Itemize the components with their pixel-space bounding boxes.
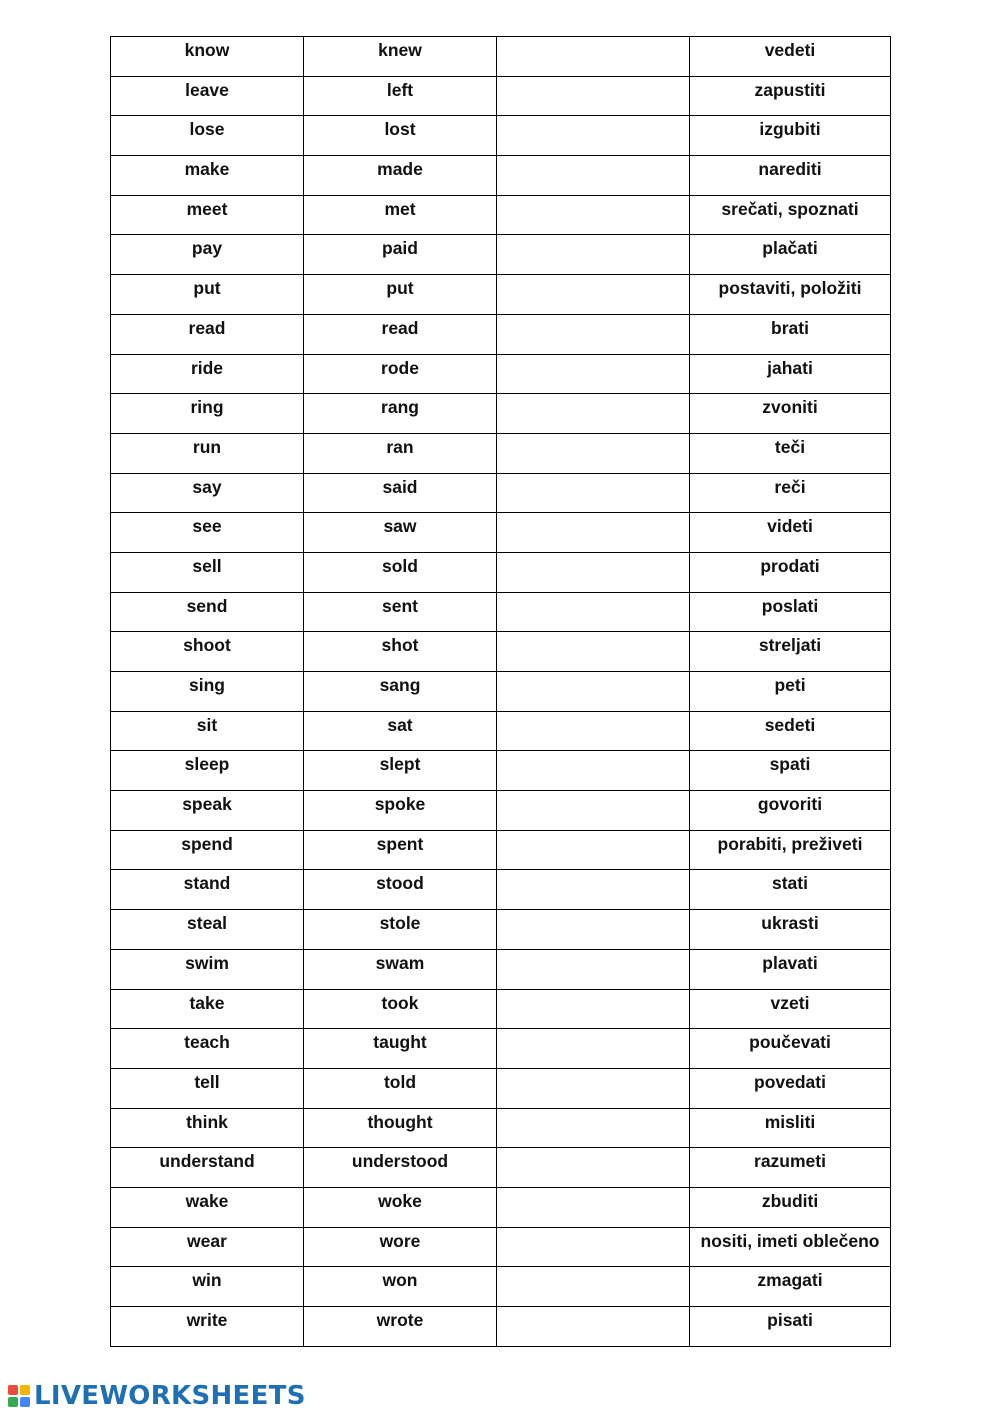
translation-cell: srečati, spoznati xyxy=(690,195,891,235)
past-simple-cell: shot xyxy=(304,632,497,672)
table-row xyxy=(111,195,891,235)
infinitive-cell: sell xyxy=(111,552,304,592)
table-row xyxy=(111,354,891,394)
answer-blank-cell[interactable] xyxy=(497,552,690,592)
table-row xyxy=(111,433,891,473)
answer-blank-cell[interactable] xyxy=(497,1267,690,1307)
translation-cell: vzeti xyxy=(690,989,891,1029)
past-simple-cell: sang xyxy=(304,672,497,712)
translation-cell: poučevati xyxy=(690,1029,891,1069)
past-simple-cell: knew xyxy=(304,37,497,77)
table-row xyxy=(111,949,891,989)
table-row xyxy=(111,275,891,315)
past-simple-cell: met xyxy=(304,195,497,235)
logo-tile xyxy=(8,1397,18,1407)
infinitive-cell: stand xyxy=(111,870,304,910)
infinitive-cell: think xyxy=(111,1108,304,1148)
translation-cell: ukrasti xyxy=(690,910,891,950)
past-simple-cell: left xyxy=(304,76,497,116)
answer-blank-cell[interactable] xyxy=(497,433,690,473)
translation-cell: govoriti xyxy=(690,791,891,831)
answer-blank-cell[interactable] xyxy=(497,473,690,513)
past-simple-cell: wrote xyxy=(304,1307,497,1347)
table-row xyxy=(111,830,891,870)
translation-cell: pisati xyxy=(690,1307,891,1347)
past-simple-cell: won xyxy=(304,1267,497,1307)
infinitive-cell: send xyxy=(111,592,304,632)
translation-cell: prodati xyxy=(690,552,891,592)
past-simple-cell: said xyxy=(304,473,497,513)
past-simple-cell: rang xyxy=(304,394,497,434)
verb-table xyxy=(110,36,891,1347)
translation-cell: povedati xyxy=(690,1068,891,1108)
answer-blank-cell[interactable] xyxy=(497,592,690,632)
translation-cell: plačati xyxy=(690,235,891,275)
infinitive-cell: swim xyxy=(111,949,304,989)
table-row xyxy=(111,711,891,751)
answer-blank-cell[interactable] xyxy=(497,394,690,434)
past-simple-cell: sold xyxy=(304,552,497,592)
table-row xyxy=(111,235,891,275)
table-row xyxy=(111,870,891,910)
infinitive-cell: lose xyxy=(111,116,304,156)
table-row xyxy=(111,394,891,434)
translation-cell: vedeti xyxy=(690,37,891,77)
table-row xyxy=(111,989,891,1029)
past-simple-cell: stole xyxy=(304,910,497,950)
translation-cell: porabiti, preživeti xyxy=(690,830,891,870)
table-row xyxy=(111,632,891,672)
past-simple-cell: understood xyxy=(304,1148,497,1188)
table-row xyxy=(111,1029,891,1069)
verb-table-body xyxy=(111,37,891,1347)
infinitive-cell: steal xyxy=(111,910,304,950)
table-row xyxy=(111,552,891,592)
table-row xyxy=(111,1187,891,1227)
table-row xyxy=(111,1148,891,1188)
past-simple-cell: thought xyxy=(304,1108,497,1148)
infinitive-cell: shoot xyxy=(111,632,304,672)
past-simple-cell: made xyxy=(304,156,497,196)
table-row xyxy=(111,156,891,196)
past-simple-cell: read xyxy=(304,314,497,354)
answer-blank-cell[interactable] xyxy=(497,949,690,989)
answer-blank-cell[interactable] xyxy=(497,37,690,77)
past-simple-cell: taught xyxy=(304,1029,497,1069)
infinitive-cell: teach xyxy=(111,1029,304,1069)
table-row xyxy=(111,751,891,791)
table-row xyxy=(111,1227,891,1267)
table-row xyxy=(111,1307,891,1347)
liveworksheets-logo-icon xyxy=(8,1385,30,1407)
infinitive-cell: ring xyxy=(111,394,304,434)
translation-cell: teči xyxy=(690,433,891,473)
table-row xyxy=(111,1267,891,1307)
translation-cell: izgubiti xyxy=(690,116,891,156)
infinitive-cell: say xyxy=(111,473,304,513)
past-simple-cell: lost xyxy=(304,116,497,156)
translation-cell: spati xyxy=(690,751,891,791)
infinitive-cell: know xyxy=(111,37,304,77)
infinitive-cell: see xyxy=(111,513,304,553)
table-row xyxy=(111,672,891,712)
infinitive-cell: read xyxy=(111,314,304,354)
past-simple-cell: spent xyxy=(304,830,497,870)
translation-cell: poslati xyxy=(690,592,891,632)
translation-cell: narediti xyxy=(690,156,891,196)
infinitive-cell: make xyxy=(111,156,304,196)
answer-blank-cell[interactable] xyxy=(497,513,690,553)
infinitive-cell: spend xyxy=(111,830,304,870)
answer-blank-cell[interactable] xyxy=(497,1307,690,1347)
translation-cell: razumeti xyxy=(690,1148,891,1188)
answer-blank-cell[interactable] xyxy=(497,1187,690,1227)
answer-blank-cell[interactable] xyxy=(497,1029,690,1069)
liveworksheets-logo xyxy=(8,1380,306,1412)
translation-cell: postaviti, položiti xyxy=(690,275,891,315)
answer-blank-cell[interactable] xyxy=(497,1227,690,1267)
answer-blank-cell[interactable] xyxy=(497,1108,690,1148)
logo-text: LIVEWORKSHEETS xyxy=(34,1381,306,1411)
infinitive-cell: take xyxy=(111,989,304,1029)
past-simple-cell: rode xyxy=(304,354,497,394)
translation-cell: peti xyxy=(690,672,891,712)
translation-cell: zapustiti xyxy=(690,76,891,116)
past-simple-cell: slept xyxy=(304,751,497,791)
answer-blank-cell[interactable] xyxy=(497,235,690,275)
table-row xyxy=(111,37,891,77)
translation-cell: plavati xyxy=(690,949,891,989)
table-row xyxy=(111,76,891,116)
infinitive-cell: put xyxy=(111,275,304,315)
table-row xyxy=(111,314,891,354)
answer-blank-cell[interactable] xyxy=(497,870,690,910)
translation-cell: jahati xyxy=(690,354,891,394)
table-row xyxy=(111,910,891,950)
past-simple-cell: ran xyxy=(304,433,497,473)
infinitive-cell: leave xyxy=(111,76,304,116)
infinitive-cell: sing xyxy=(111,672,304,712)
infinitive-cell: understand xyxy=(111,1148,304,1188)
answer-blank-cell[interactable] xyxy=(497,195,690,235)
infinitive-cell: sit xyxy=(111,711,304,751)
infinitive-cell: tell xyxy=(111,1068,304,1108)
answer-blank-cell[interactable] xyxy=(497,156,690,196)
translation-cell: nositi, imeti oblečeno xyxy=(690,1227,891,1267)
answer-blank-cell[interactable] xyxy=(497,910,690,950)
past-simple-cell: sat xyxy=(304,711,497,751)
infinitive-cell: run xyxy=(111,433,304,473)
answer-blank-cell[interactable] xyxy=(497,1148,690,1188)
answer-blank-cell[interactable] xyxy=(497,76,690,116)
answer-blank-cell[interactable] xyxy=(497,672,690,712)
past-simple-cell: paid xyxy=(304,235,497,275)
translation-cell: misliti xyxy=(690,1108,891,1148)
translation-cell: reči xyxy=(690,473,891,513)
past-simple-cell: saw xyxy=(304,513,497,553)
past-simple-cell: spoke xyxy=(304,791,497,831)
table-row xyxy=(111,116,891,156)
table-row xyxy=(111,592,891,632)
answer-blank-cell[interactable] xyxy=(497,116,690,156)
table-row xyxy=(111,473,891,513)
infinitive-cell: sleep xyxy=(111,751,304,791)
translation-cell: zbuditi xyxy=(690,1187,891,1227)
table-row xyxy=(111,513,891,553)
answer-blank-cell[interactable] xyxy=(497,791,690,831)
translation-cell: videti xyxy=(690,513,891,553)
answer-blank-cell[interactable] xyxy=(497,632,690,672)
table-row xyxy=(111,1068,891,1108)
logo-tile xyxy=(20,1397,30,1407)
table-row xyxy=(111,791,891,831)
translation-cell: sedeti xyxy=(690,711,891,751)
past-simple-cell: wore xyxy=(304,1227,497,1267)
answer-blank-cell[interactable] xyxy=(497,751,690,791)
answer-blank-cell[interactable] xyxy=(497,989,690,1029)
past-simple-cell: woke xyxy=(304,1187,497,1227)
past-simple-cell: stood xyxy=(304,870,497,910)
translation-cell: brati xyxy=(690,314,891,354)
translation-cell: streljati xyxy=(690,632,891,672)
answer-blank-cell[interactable] xyxy=(497,314,690,354)
infinitive-cell: wear xyxy=(111,1227,304,1267)
answer-blank-cell[interactable] xyxy=(497,275,690,315)
infinitive-cell: win xyxy=(111,1267,304,1307)
infinitive-cell: speak xyxy=(111,791,304,831)
past-simple-cell: took xyxy=(304,989,497,1029)
answer-blank-cell[interactable] xyxy=(497,354,690,394)
past-simple-cell: swam xyxy=(304,949,497,989)
answer-blank-cell[interactable] xyxy=(497,1068,690,1108)
translation-cell: zvoniti xyxy=(690,394,891,434)
infinitive-cell: meet xyxy=(111,195,304,235)
infinitive-cell: pay xyxy=(111,235,304,275)
infinitive-cell: ride xyxy=(111,354,304,394)
translation-cell: stati xyxy=(690,870,891,910)
answer-blank-cell[interactable] xyxy=(497,711,690,751)
past-simple-cell: sent xyxy=(304,592,497,632)
past-simple-cell: put xyxy=(304,275,497,315)
infinitive-cell: wake xyxy=(111,1187,304,1227)
translation-cell: zmagati xyxy=(690,1267,891,1307)
logo-tile xyxy=(20,1385,30,1395)
answer-blank-cell[interactable] xyxy=(497,830,690,870)
infinitive-cell: write xyxy=(111,1307,304,1347)
past-simple-cell: told xyxy=(304,1068,497,1108)
table-row xyxy=(111,1108,891,1148)
logo-tile xyxy=(8,1385,18,1395)
